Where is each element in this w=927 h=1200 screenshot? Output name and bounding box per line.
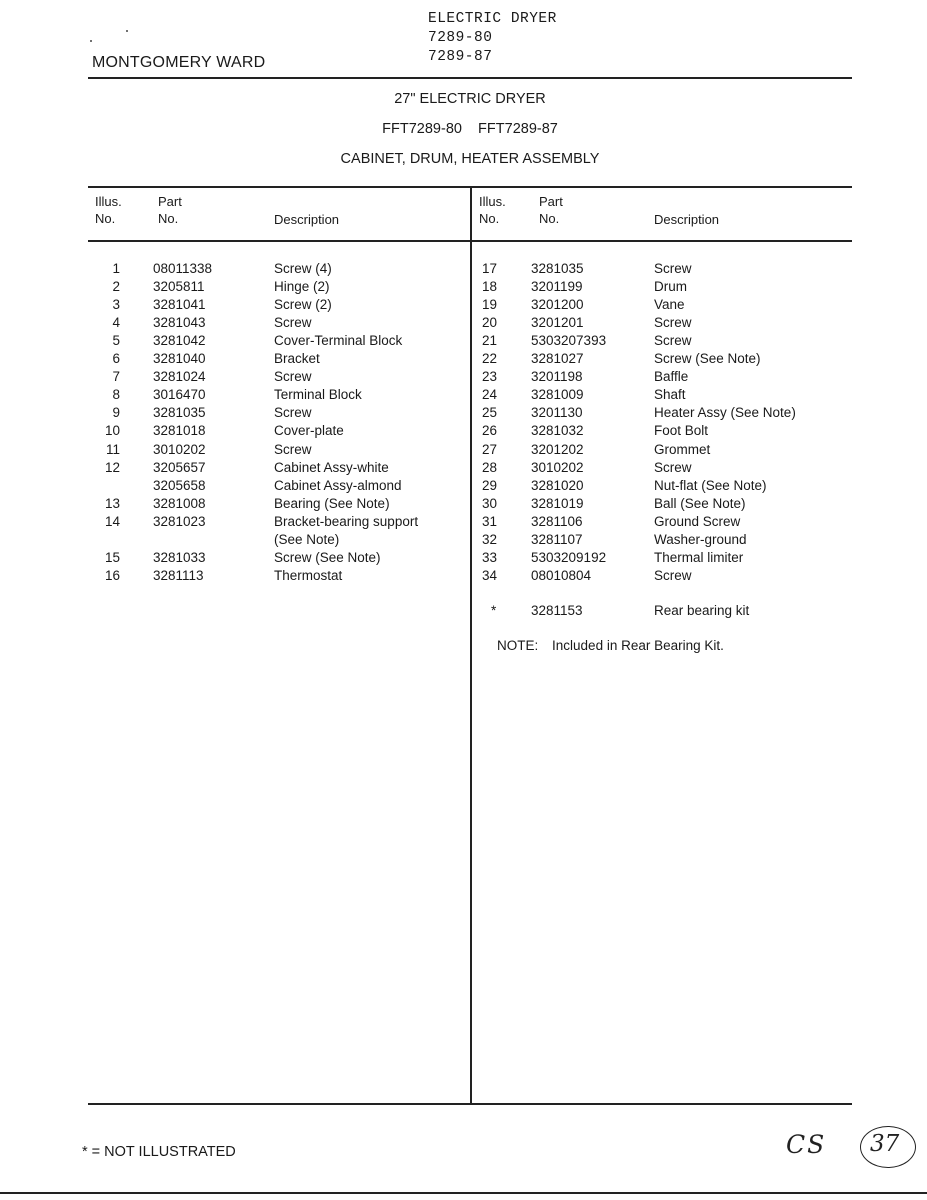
part-number: 3281040 — [153, 351, 206, 367]
part-description: Screw — [654, 567, 692, 583]
part-number: 5303209192 — [531, 549, 607, 565]
part-number: 3281035 — [531, 261, 584, 276]
illus-number: 19 — [481, 297, 497, 313]
parts-row — [0, 260, 927, 278]
parts-row — [0, 368, 927, 386]
illus-number: 10 — [104, 423, 120, 439]
part-description: Nut-flat (See Note) — [654, 477, 767, 493]
parts-row — [0, 350, 927, 368]
part-description: Cover-Terminal Block — [274, 333, 403, 349]
illus-number: 7 — [112, 369, 120, 385]
part-number: 3281023 — [153, 513, 206, 529]
part-number: 3205658 — [153, 477, 206, 493]
scan-speck — [126, 30, 128, 32]
parts-row — [0, 386, 927, 404]
parts-row — [0, 422, 927, 440]
illus-number: 17 — [481, 261, 497, 276]
parts-row — [0, 441, 927, 459]
part-description: (See Note) — [274, 531, 340, 547]
part-number: 3205657 — [153, 459, 206, 475]
part-description: Thermal limiter — [654, 549, 744, 565]
illus-number: 3 — [112, 297, 120, 313]
illus-number: 4 — [112, 315, 120, 331]
illus-number: 20 — [481, 315, 497, 331]
illus-number: 21 — [481, 333, 497, 349]
part-number: 3201202 — [531, 441, 584, 457]
parts-row — [0, 314, 927, 332]
part-description: Screw (See Note) — [654, 351, 761, 367]
part-description: Grommet — [654, 441, 711, 457]
illus-number: 30 — [481, 495, 497, 511]
illus-number: 2 — [112, 279, 120, 295]
illus-number: 24 — [481, 387, 497, 403]
part-number: 3281107 — [531, 531, 583, 547]
part-description: Bracket-bearing support — [274, 513, 419, 529]
part-description: Screw — [274, 441, 312, 457]
parts-row — [0, 404, 927, 422]
illus-number: 28 — [481, 459, 497, 475]
part-description: Screw — [274, 369, 312, 385]
part-description: Shaft — [654, 387, 686, 403]
product-line: 7289-80 — [428, 30, 493, 46]
part-description: Screw (4) — [274, 261, 332, 276]
not-illustrated-legend: * = NOT ILLUSTRATED — [82, 1144, 236, 1160]
part-number: 3281033 — [153, 549, 206, 565]
illus-number: 29 — [481, 477, 497, 493]
part-number: 08010804 — [531, 567, 592, 583]
part-number: 3201201 — [531, 315, 584, 331]
illus-number: * — [491, 603, 497, 618]
part-description: Screw — [654, 333, 692, 349]
part-description: Cabinet Assy-almond — [274, 477, 402, 493]
part-number: 3010202 — [153, 441, 206, 457]
part-number: 3281009 — [531, 387, 584, 403]
col-part-header — [539, 193, 563, 227]
parts-row — [0, 513, 927, 531]
parts-row — [0, 278, 927, 296]
handwritten-page-number: 37 — [870, 1131, 900, 1157]
part-number: 3281042 — [153, 333, 206, 349]
part-description: Bracket — [274, 351, 320, 367]
part-number: 3281027 — [531, 351, 584, 367]
part-description: Screw — [274, 405, 312, 421]
parts-row — [0, 332, 927, 350]
illus-number: 25 — [481, 405, 497, 421]
part-description: Screw (See Note) — [274, 549, 381, 565]
col-part-line2: No. — [158, 211, 179, 226]
col-illus-header — [479, 193, 506, 227]
col-illus-line1: Illus. — [479, 194, 506, 209]
part-number: 3016470 — [153, 387, 206, 403]
part-number: 3281106 — [531, 513, 583, 529]
part-number: 3201130 — [531, 405, 583, 421]
scan-speck — [90, 40, 92, 42]
part-number: 3281035 — [153, 405, 206, 421]
part-number: 3281024 — [153, 369, 206, 385]
col-part-line1: Part — [539, 194, 563, 209]
illus-number: 22 — [481, 351, 497, 367]
product-header — [428, 10, 557, 67]
part-description: Vane — [654, 297, 685, 313]
illus-number: 11 — [105, 441, 120, 457]
note-text: Included in Rear Bearing Kit. — [552, 638, 724, 653]
illus-number: 26 — [481, 423, 497, 439]
right-header-rule — [471, 240, 852, 242]
part-number: 3201199 — [531, 279, 583, 295]
part-number: 3201200 — [531, 297, 584, 313]
part-description: Hinge (2) — [274, 279, 330, 295]
illus-number: 23 — [481, 369, 497, 385]
part-description: Ground Screw — [654, 513, 741, 529]
part-description: Foot Bolt — [654, 423, 709, 439]
part-number: 3281020 — [531, 477, 584, 493]
part-description: Screw — [654, 315, 692, 331]
note — [497, 638, 724, 653]
parts-row — [0, 567, 927, 585]
part-description: Screw — [274, 315, 312, 331]
model-numbers: FFT7289-80 FFT7289-87 — [382, 121, 558, 137]
illus-number: 15 — [104, 549, 120, 565]
part-number: 3010202 — [531, 459, 584, 475]
product-line: 7289-87 — [428, 49, 493, 65]
col-illus-header — [95, 193, 122, 227]
part-description: Baffle — [654, 369, 689, 385]
parts-row — [0, 495, 927, 513]
product-line: ELECTRIC DRYER — [428, 11, 557, 27]
part-description: Ball (See Note) — [654, 495, 746, 511]
part-number: 3281153 — [531, 603, 583, 618]
parts-row-not-illustrated — [0, 602, 927, 620]
col-illus-line2: No. — [95, 211, 116, 226]
illus-number: 27 — [481, 441, 497, 457]
page-bottom-rule — [0, 1192, 927, 1194]
header-divider — [88, 77, 852, 79]
illus-number: 1 — [112, 261, 120, 276]
illus-number: 14 — [104, 513, 120, 529]
parts-row — [0, 477, 927, 495]
part-description: Screw — [654, 459, 692, 475]
part-description: Thermostat — [274, 567, 343, 583]
part-description: Washer-ground — [654, 531, 747, 547]
part-description: Terminal Block — [274, 387, 362, 403]
page-title: 27" ELECTRIC DRYER — [394, 91, 546, 107]
part-description: Screw — [654, 261, 692, 276]
illus-number: 33 — [481, 549, 497, 565]
illus-number: 9 — [112, 405, 120, 421]
part-number: 5303207393 — [531, 333, 607, 349]
parts-row — [0, 459, 927, 477]
col-part-line2: No. — [539, 211, 560, 226]
part-number: 3201198 — [531, 369, 583, 385]
note-label: NOTE: — [497, 638, 539, 653]
col-description-header: Description — [654, 212, 720, 227]
part-description: Rear bearing kit — [654, 603, 750, 618]
col-part-header — [158, 193, 182, 227]
table-bottom-rule — [88, 1103, 852, 1105]
handwritten-initials: CS — [786, 1130, 827, 1159]
illus-number: 13 — [104, 495, 120, 511]
part-description: Cover-plate — [274, 423, 344, 439]
part-number: 3281008 — [153, 495, 206, 511]
parts-row — [0, 549, 927, 567]
illus-number: 32 — [481, 531, 497, 547]
illus-number: 12 — [104, 459, 120, 475]
left-header-rule — [88, 240, 470, 242]
parts-row — [0, 531, 927, 549]
illus-number: 31 — [481, 513, 497, 529]
illus-number: 34 — [481, 567, 497, 583]
col-part-line1: Part — [158, 194, 182, 209]
col-illus-line2: No. — [479, 211, 500, 226]
illus-number: 8 — [112, 387, 120, 403]
part-description: Drum — [654, 279, 687, 295]
part-description: Screw (2) — [274, 297, 332, 313]
part-number: 3281043 — [153, 315, 206, 331]
part-number: 3281032 — [531, 423, 584, 439]
part-number: 3281113 — [153, 567, 204, 583]
illus-number: 18 — [481, 279, 497, 295]
illus-number: 16 — [104, 567, 120, 583]
col-illus-line1: Illus. — [95, 194, 122, 209]
illus-number: 6 — [112, 351, 120, 367]
part-description: Heater Assy (See Note) — [654, 405, 796, 421]
part-number: 3281019 — [531, 495, 584, 511]
illus-number: 5 — [112, 333, 120, 349]
brand-name: MONTGOMERY WARD — [92, 54, 266, 71]
part-number: 3281041 — [153, 297, 206, 313]
part-description: Bearing (See Note) — [274, 495, 390, 511]
part-number: 3281018 — [153, 423, 206, 439]
parts-row — [0, 296, 927, 314]
part-description: Cabinet Assy-white — [274, 459, 389, 475]
col-description-header: Description — [274, 212, 340, 227]
part-number: 08011338 — [153, 261, 213, 276]
part-number: 3205811 — [153, 279, 205, 295]
section-title: CABINET, DRUM, HEATER ASSEMBLY — [340, 151, 600, 167]
